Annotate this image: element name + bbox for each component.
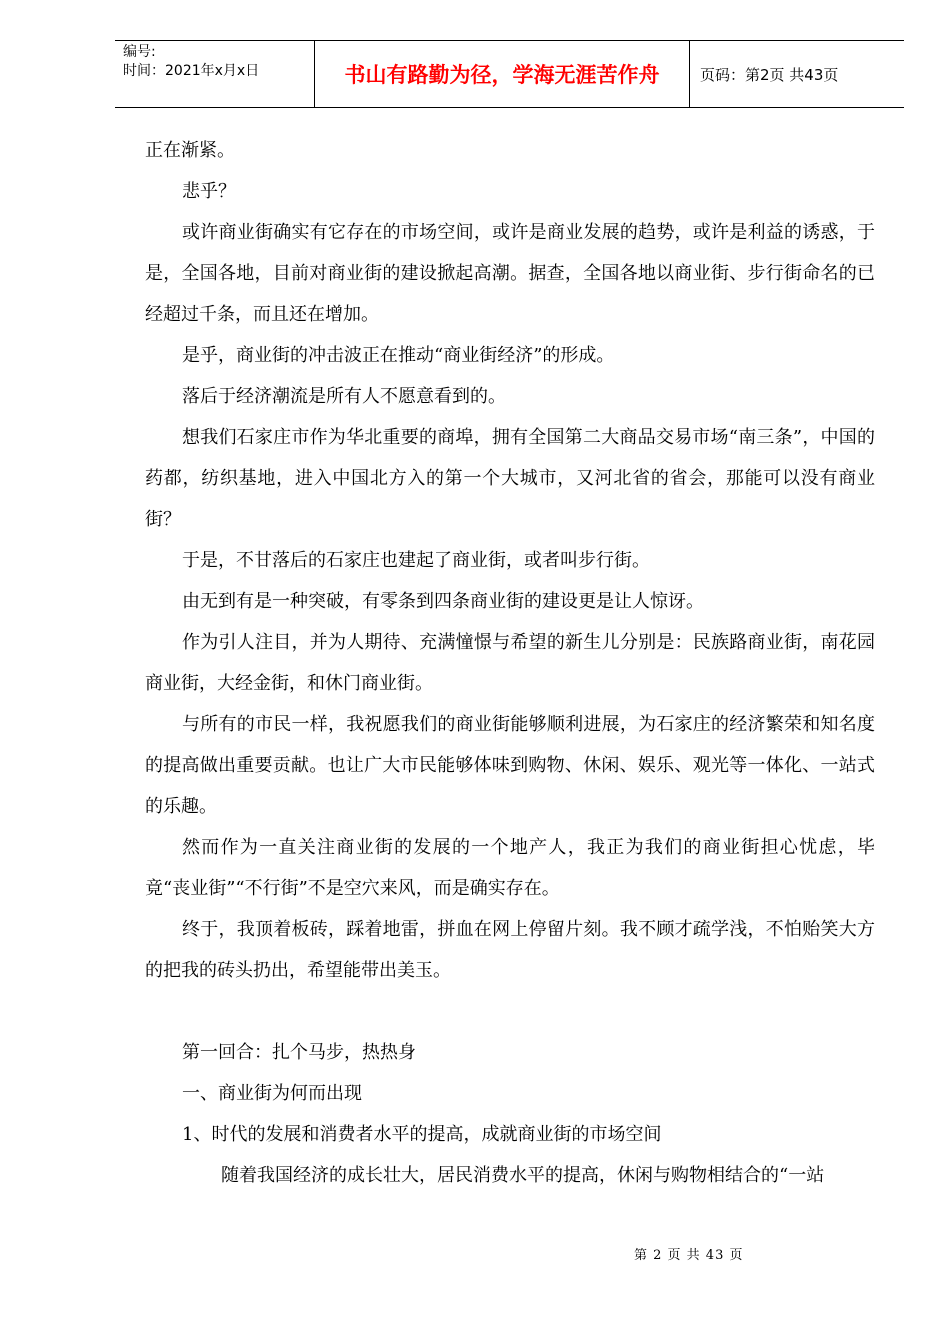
paragraph: 落后于经济潮流是所有人不愿意看到的。 — [182, 386, 506, 407]
paragraph: 正在渐紧。 — [145, 140, 235, 161]
header-motto: 书山有路勤为径，学海无涯苦作舟 — [315, 41, 690, 107]
doc-time-label: 时间：2021年x月x日 — [123, 63, 260, 79]
paragraph-gap — [145, 991, 875, 1032]
paragraph: 由无到有是一种突破，有零条到四条商业街的建设更是让人惊讶。 — [182, 591, 704, 612]
paragraph: 想我们石家庄市作为华北重要的商埠，拥有全国第二大商品交易市场“南三条”，中国的药都，纺织基地，进入中国北方入的第一个大城市，又河北省的省会，那能可以没有商业街？ — [145, 427, 875, 530]
page-footer-number: 第 2 页 共 43 页 — [634, 1248, 744, 1263]
document-body — [145, 130, 875, 1196]
header-page-info: 页码：第2页 共43页 — [700, 65, 839, 84]
paragraph: 是乎，商业街的冲击波正在推动“商业街经济”的形成。 — [182, 345, 615, 366]
doc-id-label: 编号: — [123, 44, 156, 60]
paragraph: 悲乎？ — [182, 181, 236, 202]
paragraph: 或许商业街确实有它存在的市场空间，或许是商业发展的趋势，或许是利益的诱惑，于是，全国各地，目前对商业街的建设掀起高潮。据查，全国各地以商业街、步行街命名的已经超过千条，而且还在增加。 — [145, 222, 875, 325]
paragraph: 终于，我顶着板砖，踩着地雷，拼血在网上停留片刻。我不顾才疏学浅，不怕贻笑大方的把我的砖头扔出，希望能带出美玉。 — [145, 919, 875, 981]
section-heading: 一、商业街为何而出现 — [182, 1083, 362, 1104]
paragraph: 于是，不甘落后的石家庄也建起了商业街，或者叫步行街。 — [182, 550, 650, 571]
page-header — [115, 40, 904, 108]
section-heading: 第一回合：扎个马步，热热身 — [182, 1042, 416, 1063]
paragraph: 随着我国经济的成长壮大，居民消费水平的提高，休闲与购物相结合的“一站 — [221, 1165, 825, 1186]
paragraph: 与所有的市民一样，我祝愿我们的商业街能够顺利进展，为石家庄的经济繁荣和知名度的提高做出重要贡献。也让广大市民能够体味到购物、休闲、娱乐、观光等一体化、一站式的乐趣。 — [145, 714, 875, 817]
header-meta-cell — [115, 41, 315, 107]
paragraph: 然而作为一直关注商业街的发展的一个地产人，我正为我们的商业街担心忧虑，毕竟“丧业街”“不行街”不是空穴来风，而是确实存在。 — [145, 837, 875, 899]
paragraph: 作为引人注目，并为人期待、充满憧憬与希望的新生儿分别是：民族路商业街，南花园商业街，大经金街，和休门商业街。 — [145, 632, 875, 694]
section-heading: 1、时代的发展和消费者水平的提高，成就商业街的市场空间 — [182, 1124, 662, 1145]
